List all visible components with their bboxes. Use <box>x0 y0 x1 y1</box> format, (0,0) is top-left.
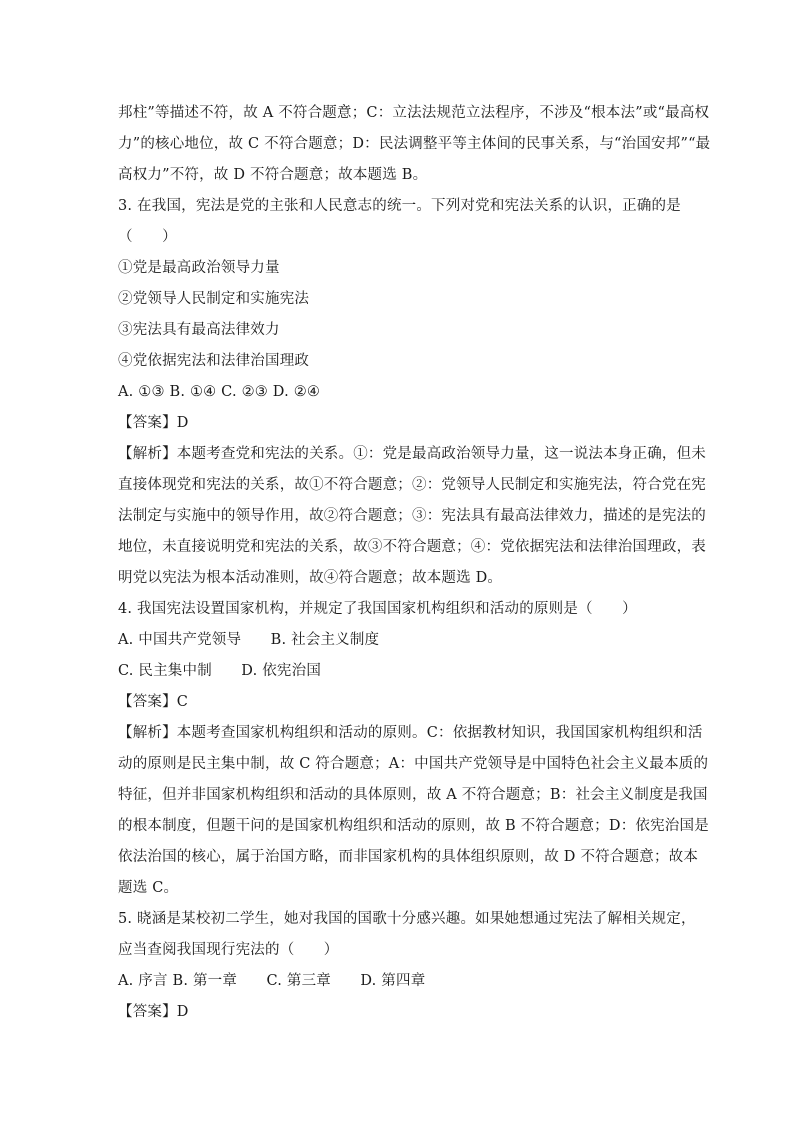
text-line: 邦柱”等描述不符，故 A 不符合题意；C：立法法规范立法程序，不涉及“根本法”或“最高权 <box>118 105 710 121</box>
question-3-option-1: ①党是最高政治领导力量 <box>118 260 280 276</box>
question-3-analysis: 法制定与实施中的领导作用，故②符合题意；③：宪法具有最高法律效力，描述的是宪法的 <box>118 508 706 524</box>
question-4-stem: 4. 我国宪法设置国家机构，并规定了我国国家机构组织和活动的原则是（ ） <box>118 601 637 617</box>
question-4-analysis: 题选 C。 <box>118 880 179 896</box>
question-3-bracket: （ ） <box>118 229 177 245</box>
question-5-stem: 应当查阅我国现行宪法的（ ） <box>118 942 339 958</box>
question-3-choices: A. ①③ B. ①④ C. ②③ D. ②④ <box>118 384 321 400</box>
question-3-option-4: ④党依据宪法和法律治国理政 <box>118 353 310 369</box>
question-3-analysis: 【解析】本题考查党和宪法的关系。①：党是最高政治领导力量，这一说法本身正确，但未 <box>118 446 706 462</box>
question-4-choices-cd: C. 民主集中制 D. 依宪治国 <box>118 663 322 679</box>
text-line: 高权力”不符，故 D 不符合题意；故本题选 B。 <box>118 167 428 183</box>
question-3-option-2: ②党领导人民制定和实施宪法 <box>118 291 310 307</box>
document-page <box>118 98 711 1028</box>
question-4-analysis: 动的原则是民主集中制，故 C 符合题意；A：中国共产党领导是中国特色社会主义最本质的 <box>118 756 709 772</box>
question-4-analysis: 【解析】本题考查国家机构组织和活动的原则。C：依据教材知识，我国国家机构组织和活 <box>118 725 703 741</box>
question-5-choices: A. 序言 B. 第一章 C. 第三章 D. 第四章 <box>118 973 426 989</box>
question-3-analysis: 明党以宪法为根本活动准则，故④符合题意；故本题选 D。 <box>118 570 503 586</box>
question-3-analysis: 地位，未直接说明党和宪法的关系，故③不符合题意；④：党依据宪法和法律治国理政，表 <box>118 539 706 555</box>
question-4-analysis: 的根本制度，但题干问的是国家机构组织和活动的原则，故 B 不符合题意；D：依宪治国是 <box>118 818 709 834</box>
question-5-answer: 【答案】D <box>118 1004 189 1020</box>
question-4-analysis: 特征，但并非国家机构组织和活动的具体原则，故 A 不符合题意；B：社会主义制度是我国 <box>118 787 708 803</box>
question-3-option-3: ③宪法具有最高法律效力 <box>118 322 280 338</box>
question-4-choices-ab: A. 中国共产党领导 B. 社会主义制度 <box>118 632 380 648</box>
question-3-analysis: 直接体现党和宪法的关系，故①不符合题意；②：党领导人民制定和实施宪法，符合党在宪 <box>118 477 706 493</box>
question-5-stem: 5. 晓涵是某校初二学生，她对我国的国歌十分感兴趣。如果她想通过宪法了解相关规定， <box>118 911 696 927</box>
question-3-answer: 【答案】D <box>118 415 189 431</box>
question-3-stem: 3. 在我国，宪法是党的主张和人民意志的统一。下列对党和宪法关系的认识，正确的是 <box>118 198 681 214</box>
question-4-analysis: 依法治国的核心，属于治国方略，而非国家机构的具体组织原则，故 D 不符合题意；故本 <box>118 849 699 865</box>
question-4-answer: 【答案】C <box>118 694 189 710</box>
text-line: 力”的核心地位，故 C 不符合题意；D：民法调整平等主体间的民事关系，与“治国安邦”“最 <box>118 136 711 152</box>
